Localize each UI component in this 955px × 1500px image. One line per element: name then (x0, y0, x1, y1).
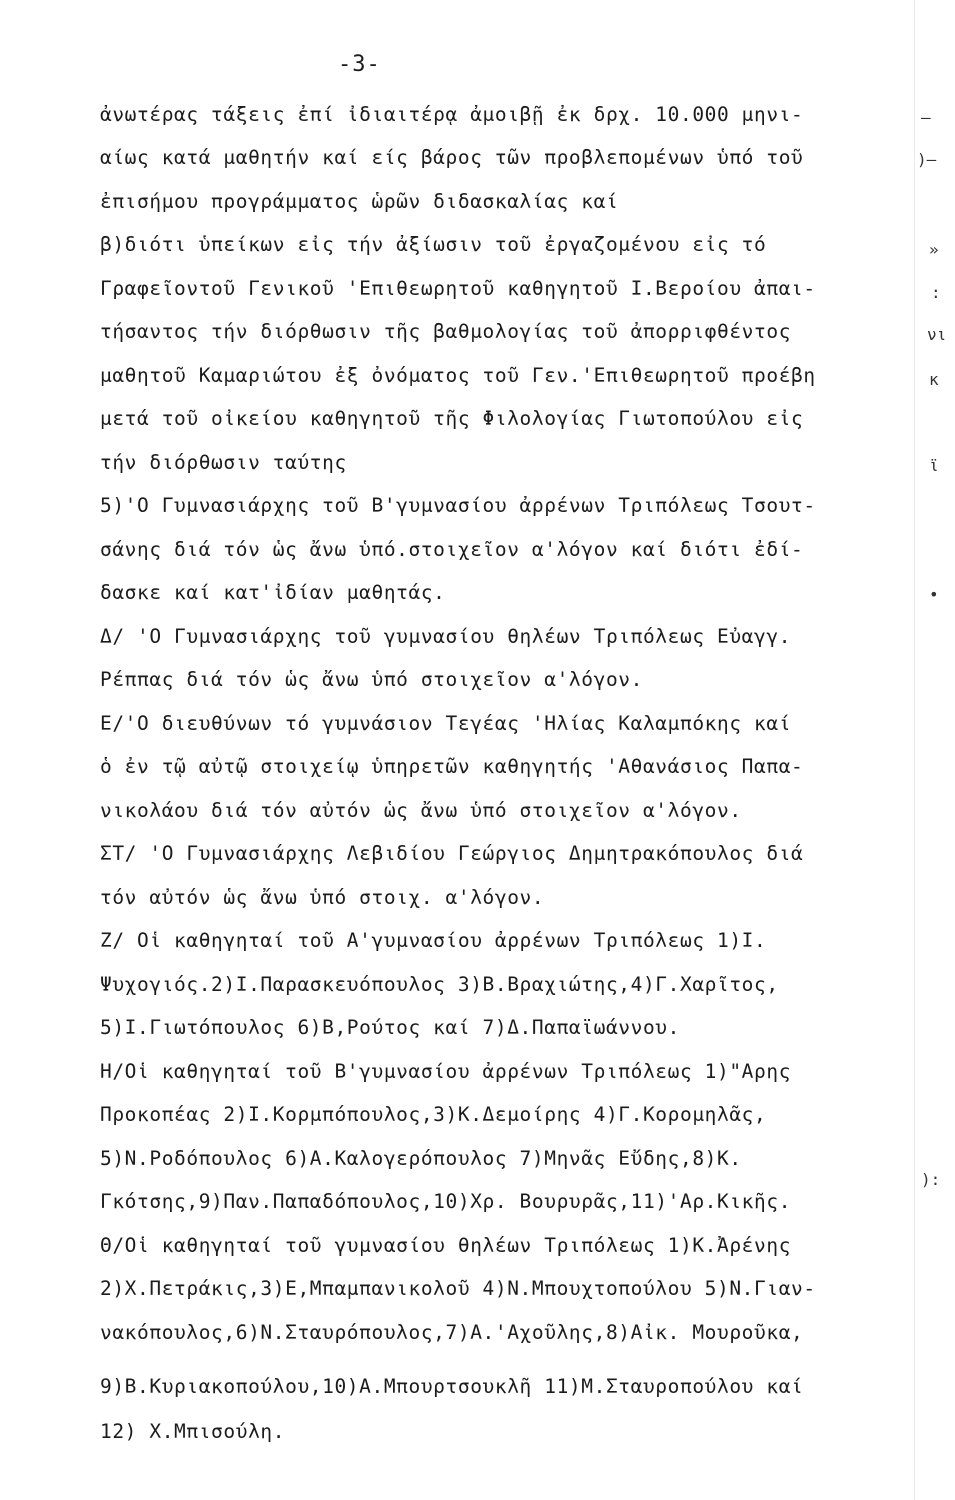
text-line: ἀνωτέρας τάξεις ἐπί ἰδιαιτέρᾳ ἀμοιβῇ ἐκ δρχ. 10.000 μηνι- (100, 103, 804, 126)
text-line: 9)Β.Κυριακοπούλου,10)Α.Μπουρτσουκλῆ 11)Μ.Σταυροπούλου καί (100, 1375, 804, 1398)
text-line: Προκοπέας 2)Ι.Κορμπόπουλος,3)Κ.Δεμοίρης 4)Γ.Κορομηλᾶς, (100, 1103, 767, 1126)
text-line: νακόπουλος,6)Ν.Σταυρόπουλος,7)Α.'Αχοῦλης,8)Αἰκ. Μουροῦκα, (100, 1321, 804, 1344)
text-line: τόν αὐτόν ὡς ἄνω ὑπό στοιχ. α'λόγον. (100, 886, 545, 909)
text-line: Δ/ 'Ο Γυμνασιάρχης τοῦ γυμνασίου θηλέων Τριπόλεως Εὐαγγ. (100, 625, 792, 648)
margin-mark: : (931, 283, 941, 302)
margin-mark: » (929, 240, 939, 259)
text-line: τήν διόρθωσιν ταύτης (100, 451, 347, 474)
text-line: σάνης διά τόν ὡς ἄνω ὑπό.στοιχεῖον α'λόγον καί διότι ἐδί- (100, 538, 804, 561)
text-line: ΣΤ/ 'Ο Γυμνασιάρχης Λεβιδίου Γεώργιος Δημητρακόπουλος διά (100, 842, 804, 865)
text-line: 5)Ι.Γιωτόπουλος 6)Β,Ρούτος καί 7)Δ.Παπαϊωάννου. (100, 1016, 680, 1039)
page-edge (914, 0, 955, 1500)
text-line: Ε/'Ο διευθύνων τό γυμνάσιον Τεγέας 'Ηλίας Καλαμπόκης καί (100, 712, 792, 735)
text-line: Γραφεῖοντοῦ Γενικοῦ 'Επιθεωρητοῦ καθηγητοῦ Ι.Βεροίου ἀπαι- (100, 277, 816, 300)
margin-mark: — (921, 108, 931, 127)
margin-mark: • (929, 585, 939, 604)
text-line: β)διότι ὑπείκων εἰς τήν ἀξίωσιν τοῦ ἐργαζομένου εἰς τό (100, 233, 767, 256)
margin-mark: )— (917, 150, 937, 169)
text-line: ὁ ἐν τῷ αὐτῷ στοιχείῳ ὑπηρετῶν καθηγητής 'Αθανάσιος Παπα- (100, 755, 804, 778)
text-line: μετά τοῦ οἰκείου καθηγητοῦ τῆς Φιλολογίας Γιωτοπούλου εἰς (100, 407, 804, 430)
margin-mark: νι (927, 325, 947, 344)
margin-mark: ϊ (929, 456, 939, 475)
text-line: 5)'Ο Γυμνασιάρχης τοῦ Β'γυμνασίου ἀρρένων Τριπόλεως Τσουτ- (100, 494, 816, 517)
text-line: Ρέππας διά τόν ὡς ἄνω ὑπό στοιχεῖον α'λόγον. (100, 668, 643, 691)
text-line: ἐπισήμου προγράμματος ὡρῶν διδασκαλίας καί (100, 190, 619, 213)
text-line: νικολάου διά τόν αὐτόν ὡς ἄνω ὑπό στοιχεῖον α'λόγον. (100, 799, 742, 822)
page-number: -3- (338, 52, 381, 77)
margin-mark: κ (929, 370, 939, 389)
text-line: τήσαντος τήν διόρθωσιν τῆς βαθμολογίας τοῦ ἀπορριφθέντος (100, 320, 792, 343)
margin-mark: ): (921, 1170, 941, 1189)
text-line: Θ/Οἱ καθηγηταί τοῦ γυμνασίου θηλέων Τριπόλεως 1)Κ.Ἀρένης (100, 1234, 792, 1257)
text-line: 5)Ν.Ροδόπουλος 6)Α.Καλογερόπουλος 7)Μηνᾶς Εὔδης,8)Κ. (100, 1147, 742, 1170)
text-line: Γκότσης,9)Παν.Παπαδόπουλος,10)Χρ. Βουρυρᾶς,11)'Αρ.Κικῆς. (100, 1190, 792, 1213)
text-line: δασκε καί κατ'ἰδίαν μαθητάς. (100, 581, 446, 604)
text-line: 12) Χ.Μπισούλη. (100, 1420, 286, 1443)
text-line: Ψυχογιός.2)Ι.Παρασκευόπουλος 3)Β.Βραχιώτης,4)Γ.Χαρῖτος, (100, 973, 779, 996)
text-line: Η/Οἱ καθηγηταί τοῦ Β'γυμνασίου ἀρρένων Τριπόλεως 1)"Αρης (100, 1060, 792, 1083)
text-line: αίως κατά μαθητήν καί είς βάρος τῶν προβλεπομένων ὑπό τοῦ (100, 146, 804, 169)
text-line: 2)Χ.Πετράκις,3)Ε,Μπαμπανικολοῦ 4)Ν.Μπουχτοπούλου 5)Ν.Γιαν- (100, 1277, 816, 1300)
text-line: Ζ/ Οἱ καθηγηταί τοῦ Α'γυμνασίου ἀρρένων Τριπόλεως 1)Ι. (100, 929, 767, 952)
text-line: μαθητοῦ Καμαριώτου ἐξ ὀνόματος τοῦ Γεν.'Επιθεωρητοῦ προέβη (100, 364, 816, 387)
